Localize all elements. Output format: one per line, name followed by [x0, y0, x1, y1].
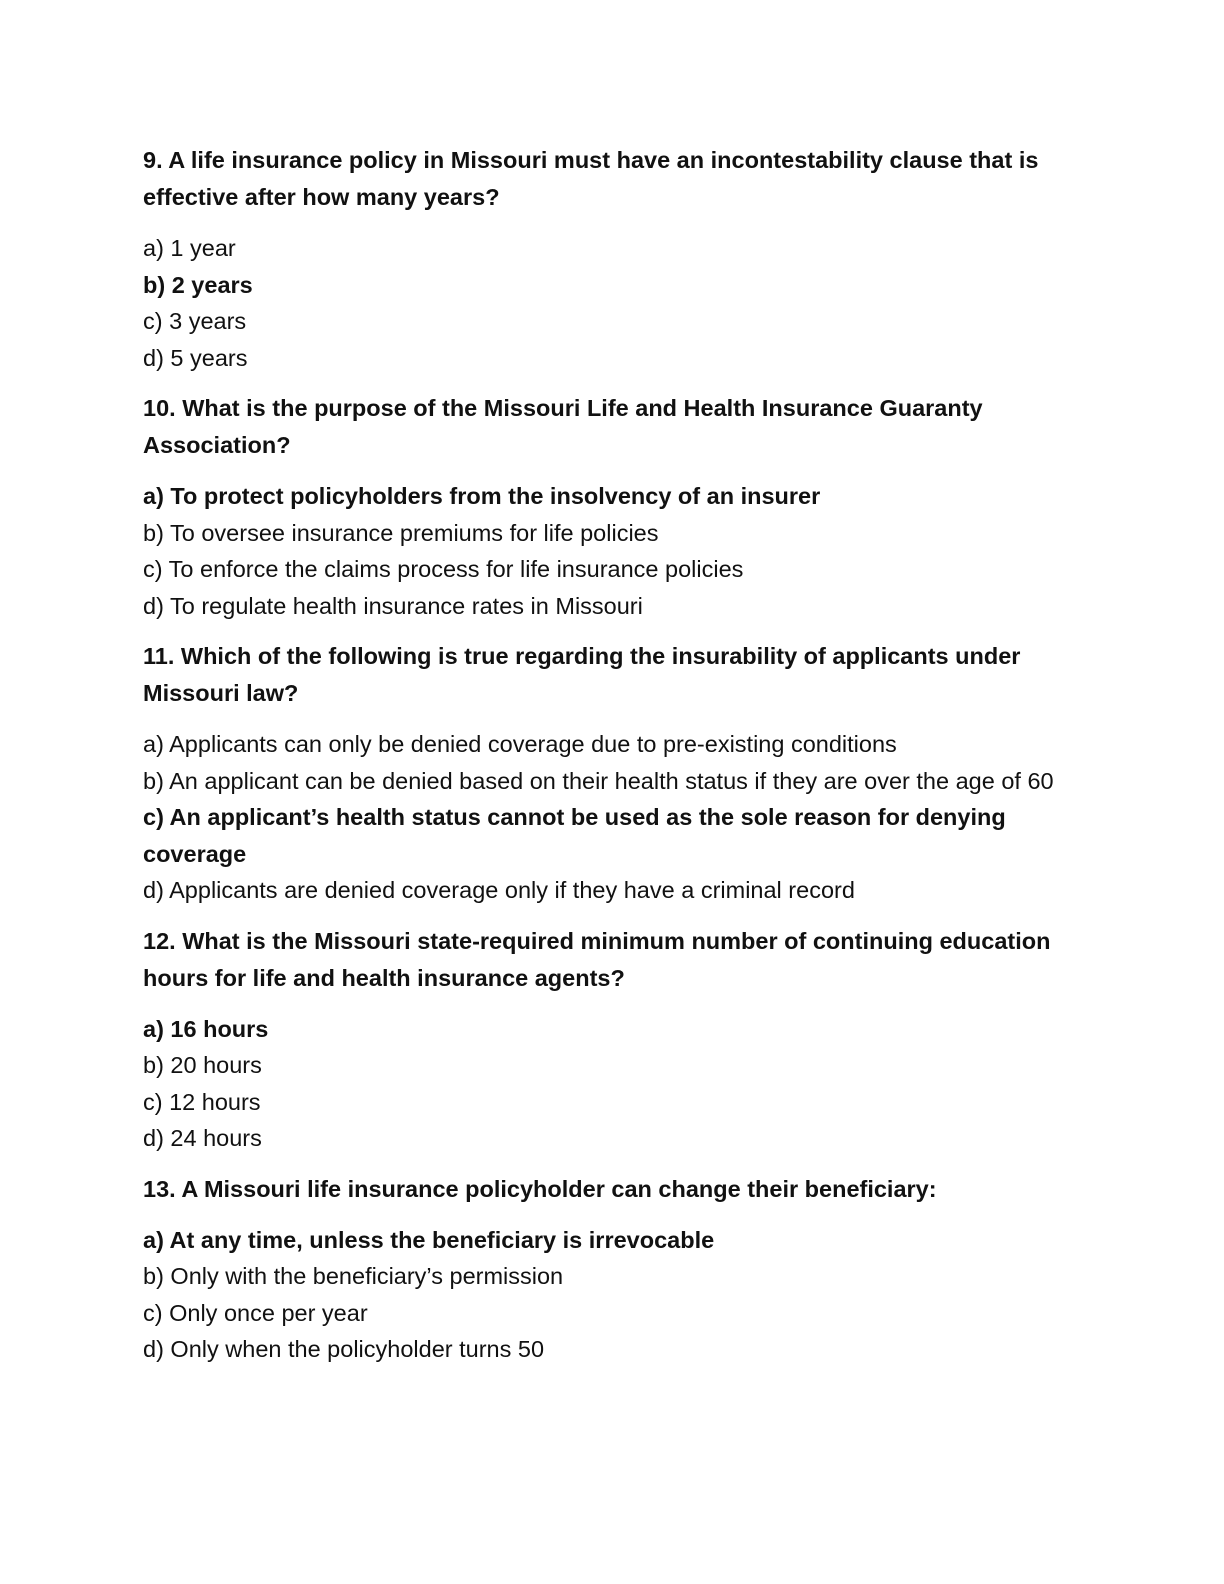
- question-12: [143, 923, 1083, 1157]
- answer-option-c-correct: c) An applicant’s health status cannot be used as the sole reason for denying coverage: [143, 804, 1006, 867]
- question-text: 11. Which of the following is true regarding the insurability of applicants under Missouri law?: [143, 643, 1021, 706]
- answer-option-a: a) Applicants can only be denied coverage due to pre-existing conditions: [143, 731, 897, 757]
- question-text: 10. What is the purpose of the Missouri Life and Health Insurance Guaranty Association?: [143, 395, 983, 458]
- answer-options: [143, 726, 1083, 909]
- answer-option-d: d) 24 hours: [143, 1125, 262, 1151]
- question-11: [143, 638, 1083, 909]
- answer-option-c: c) Only once per year: [143, 1299, 368, 1326]
- question-text: 13. A Missouri life insurance policyholder can change their beneficiary:: [143, 1175, 937, 1202]
- answer-options: [143, 230, 1083, 376]
- answer-option-a-correct: a) To protect policyholders from the insolvency of an insurer: [143, 483, 821, 509]
- answer-options: [143, 478, 1083, 624]
- answer-option-a-correct: a) 16 hours: [143, 1015, 269, 1042]
- answer-option-d: d) Only when the policyholder turns 50: [143, 1336, 545, 1362]
- question-text: 12. What is the Missouri state-required minimum number of continuing education hours for life and health insurance agents?: [143, 927, 1051, 991]
- answer-option-b-correct: b) 2 years: [143, 271, 253, 298]
- question-text: 9. A life insurance policy in Missouri must have an incontestability clause that is effective after how many years?: [143, 147, 1039, 210]
- answer-option-a: a) 1 year: [143, 235, 236, 261]
- document-page: [143, 142, 1083, 1382]
- answer-options: [143, 1222, 1083, 1368]
- answer-option-c: c) 3 years: [143, 308, 247, 334]
- question-13: [143, 1171, 1083, 1368]
- answer-option-c: c) 12 hours: [143, 1088, 261, 1115]
- answer-option-a-correct: a) At any time, unless the beneficiary is irrevocable: [143, 1226, 715, 1253]
- question-10: [143, 390, 1083, 624]
- answer-option-b: b) To oversee insurance premiums for life policies: [143, 519, 659, 546]
- answer-option-d: d) To regulate health insurance rates in Missouri: [143, 592, 643, 619]
- answer-option-c: c) To enforce the claims process for life insurance policies: [143, 556, 744, 582]
- answer-options: [143, 1011, 1083, 1157]
- answer-option-d: d) Applicants are denied coverage only if they have a criminal record: [143, 877, 855, 903]
- answer-option-b: b) Only with the beneficiary’s permission: [143, 1263, 564, 1289]
- answer-option-b: b) 20 hours: [143, 1052, 262, 1078]
- question-9: [143, 142, 1083, 376]
- answer-option-d: d) 5 years: [143, 344, 248, 371]
- answer-option-b: b) An applicant can be denied based on their health status if they are over the age of 60: [143, 767, 1054, 794]
